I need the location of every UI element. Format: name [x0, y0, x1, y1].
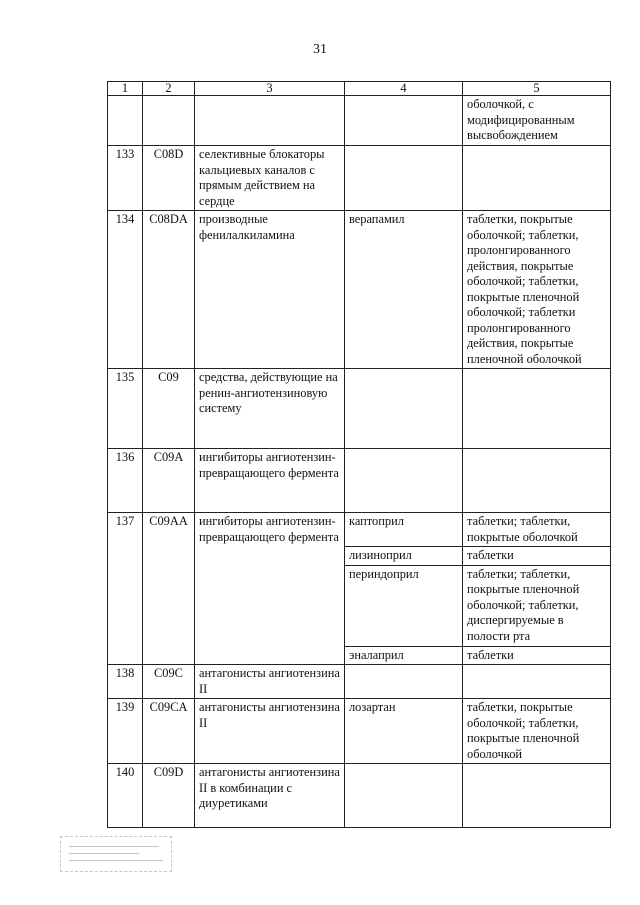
- dosage-form: таблетки: [463, 547, 611, 566]
- table-row: [108, 449, 611, 513]
- atc-code: C09: [143, 369, 195, 449]
- drug-table-body: [108, 82, 611, 828]
- table-row: [108, 369, 611, 449]
- table-row: [108, 665, 611, 699]
- pharmacological-group: антагонисты ангиотензина II: [195, 699, 345, 764]
- atc-code: C09AA: [143, 513, 195, 665]
- pharmacological-group: антагонисты ангиотензина II в комбинации с диуретиками: [195, 764, 345, 828]
- column-header-5: 5: [463, 82, 611, 96]
- dosage-form: таблетки, покрытые оболочкой; таблетки, покрытые пленочной оболочкой: [463, 699, 611, 764]
- row-number: 134: [108, 211, 143, 369]
- table-row: [108, 96, 611, 146]
- pharmacological-group: производные фенилалкиламина: [195, 211, 345, 369]
- row-number: 133: [108, 146, 143, 211]
- drug-name: [345, 146, 463, 211]
- row-number: 135: [108, 369, 143, 449]
- dosage-form: [463, 369, 611, 449]
- registration-stamp: [60, 836, 172, 872]
- pharmacological-group: селективные блокаторы кальциевых каналов с прямым действием на сердце: [195, 146, 345, 211]
- drug-name: лозартан: [345, 699, 463, 764]
- row-number: 137: [108, 513, 143, 665]
- table-header-row: [108, 82, 611, 96]
- column-header-1: 1: [108, 82, 143, 96]
- dosage-form: таблетки: [463, 646, 611, 665]
- row-number: [108, 96, 143, 146]
- dosage-form: [463, 449, 611, 513]
- pharmacological-group: ингибиторы ангиотензин-превращающего фермента: [195, 449, 345, 513]
- column-header-4: 4: [345, 82, 463, 96]
- column-header-3: 3: [195, 82, 345, 96]
- table-row: [108, 513, 611, 547]
- drug-name: эналаприл: [345, 646, 463, 665]
- drug-name: верапамил: [345, 211, 463, 369]
- table-row: [108, 146, 611, 211]
- drug-name: [345, 96, 463, 146]
- drug-name: [345, 369, 463, 449]
- dosage-form: таблетки, покрытые оболочкой; таблетки, пролонгированного действия, покрытые оболочкой; таблетки, покрытые пленочной оболочкой; таблетки пролонгированного действия, покрытые пленочной оболочкой: [463, 211, 611, 369]
- pharmacological-group: антагонисты ангиотензина II: [195, 665, 345, 699]
- pharmacological-group: ингибиторы ангиотензин-превращающего фермента: [195, 513, 345, 665]
- drug-table: [107, 81, 611, 828]
- pharmacological-group: [195, 96, 345, 146]
- drug-name: [345, 665, 463, 699]
- drug-name: периндоприл: [345, 565, 463, 646]
- atc-code: [143, 96, 195, 146]
- pharmacological-group: средства, действующие на ренин-ангиотензиновую систему: [195, 369, 345, 449]
- row-number: 139: [108, 699, 143, 764]
- drug-name: [345, 449, 463, 513]
- dosage-form: [463, 665, 611, 699]
- table-row: [108, 211, 611, 369]
- table-row: [108, 764, 611, 828]
- row-number: 140: [108, 764, 143, 828]
- row-number: 138: [108, 665, 143, 699]
- drug-name: каптоприл: [345, 513, 463, 547]
- drug-name: лизиноприл: [345, 547, 463, 566]
- dosage-form: таблетки; таблетки, покрытые пленочной оболочкой; таблетки, диспергируемые в полости рта: [463, 565, 611, 646]
- drug-name: [345, 764, 463, 828]
- atc-code: C09A: [143, 449, 195, 513]
- table-row: [108, 699, 611, 764]
- atc-code: C09D: [143, 764, 195, 828]
- atc-code: C09C: [143, 665, 195, 699]
- column-header-2: 2: [143, 82, 195, 96]
- dosage-form: [463, 146, 611, 211]
- row-number: 136: [108, 449, 143, 513]
- dosage-form: [463, 764, 611, 828]
- dosage-form: таблетки; таблетки, покрытые оболочкой: [463, 513, 611, 547]
- page-number: 31: [313, 42, 327, 57]
- atc-code: C08D: [143, 146, 195, 211]
- atc-code: C09CA: [143, 699, 195, 764]
- dosage-form: оболочкой, с модифицированным высвобождением: [463, 96, 611, 146]
- atc-code: C08DA: [143, 211, 195, 369]
